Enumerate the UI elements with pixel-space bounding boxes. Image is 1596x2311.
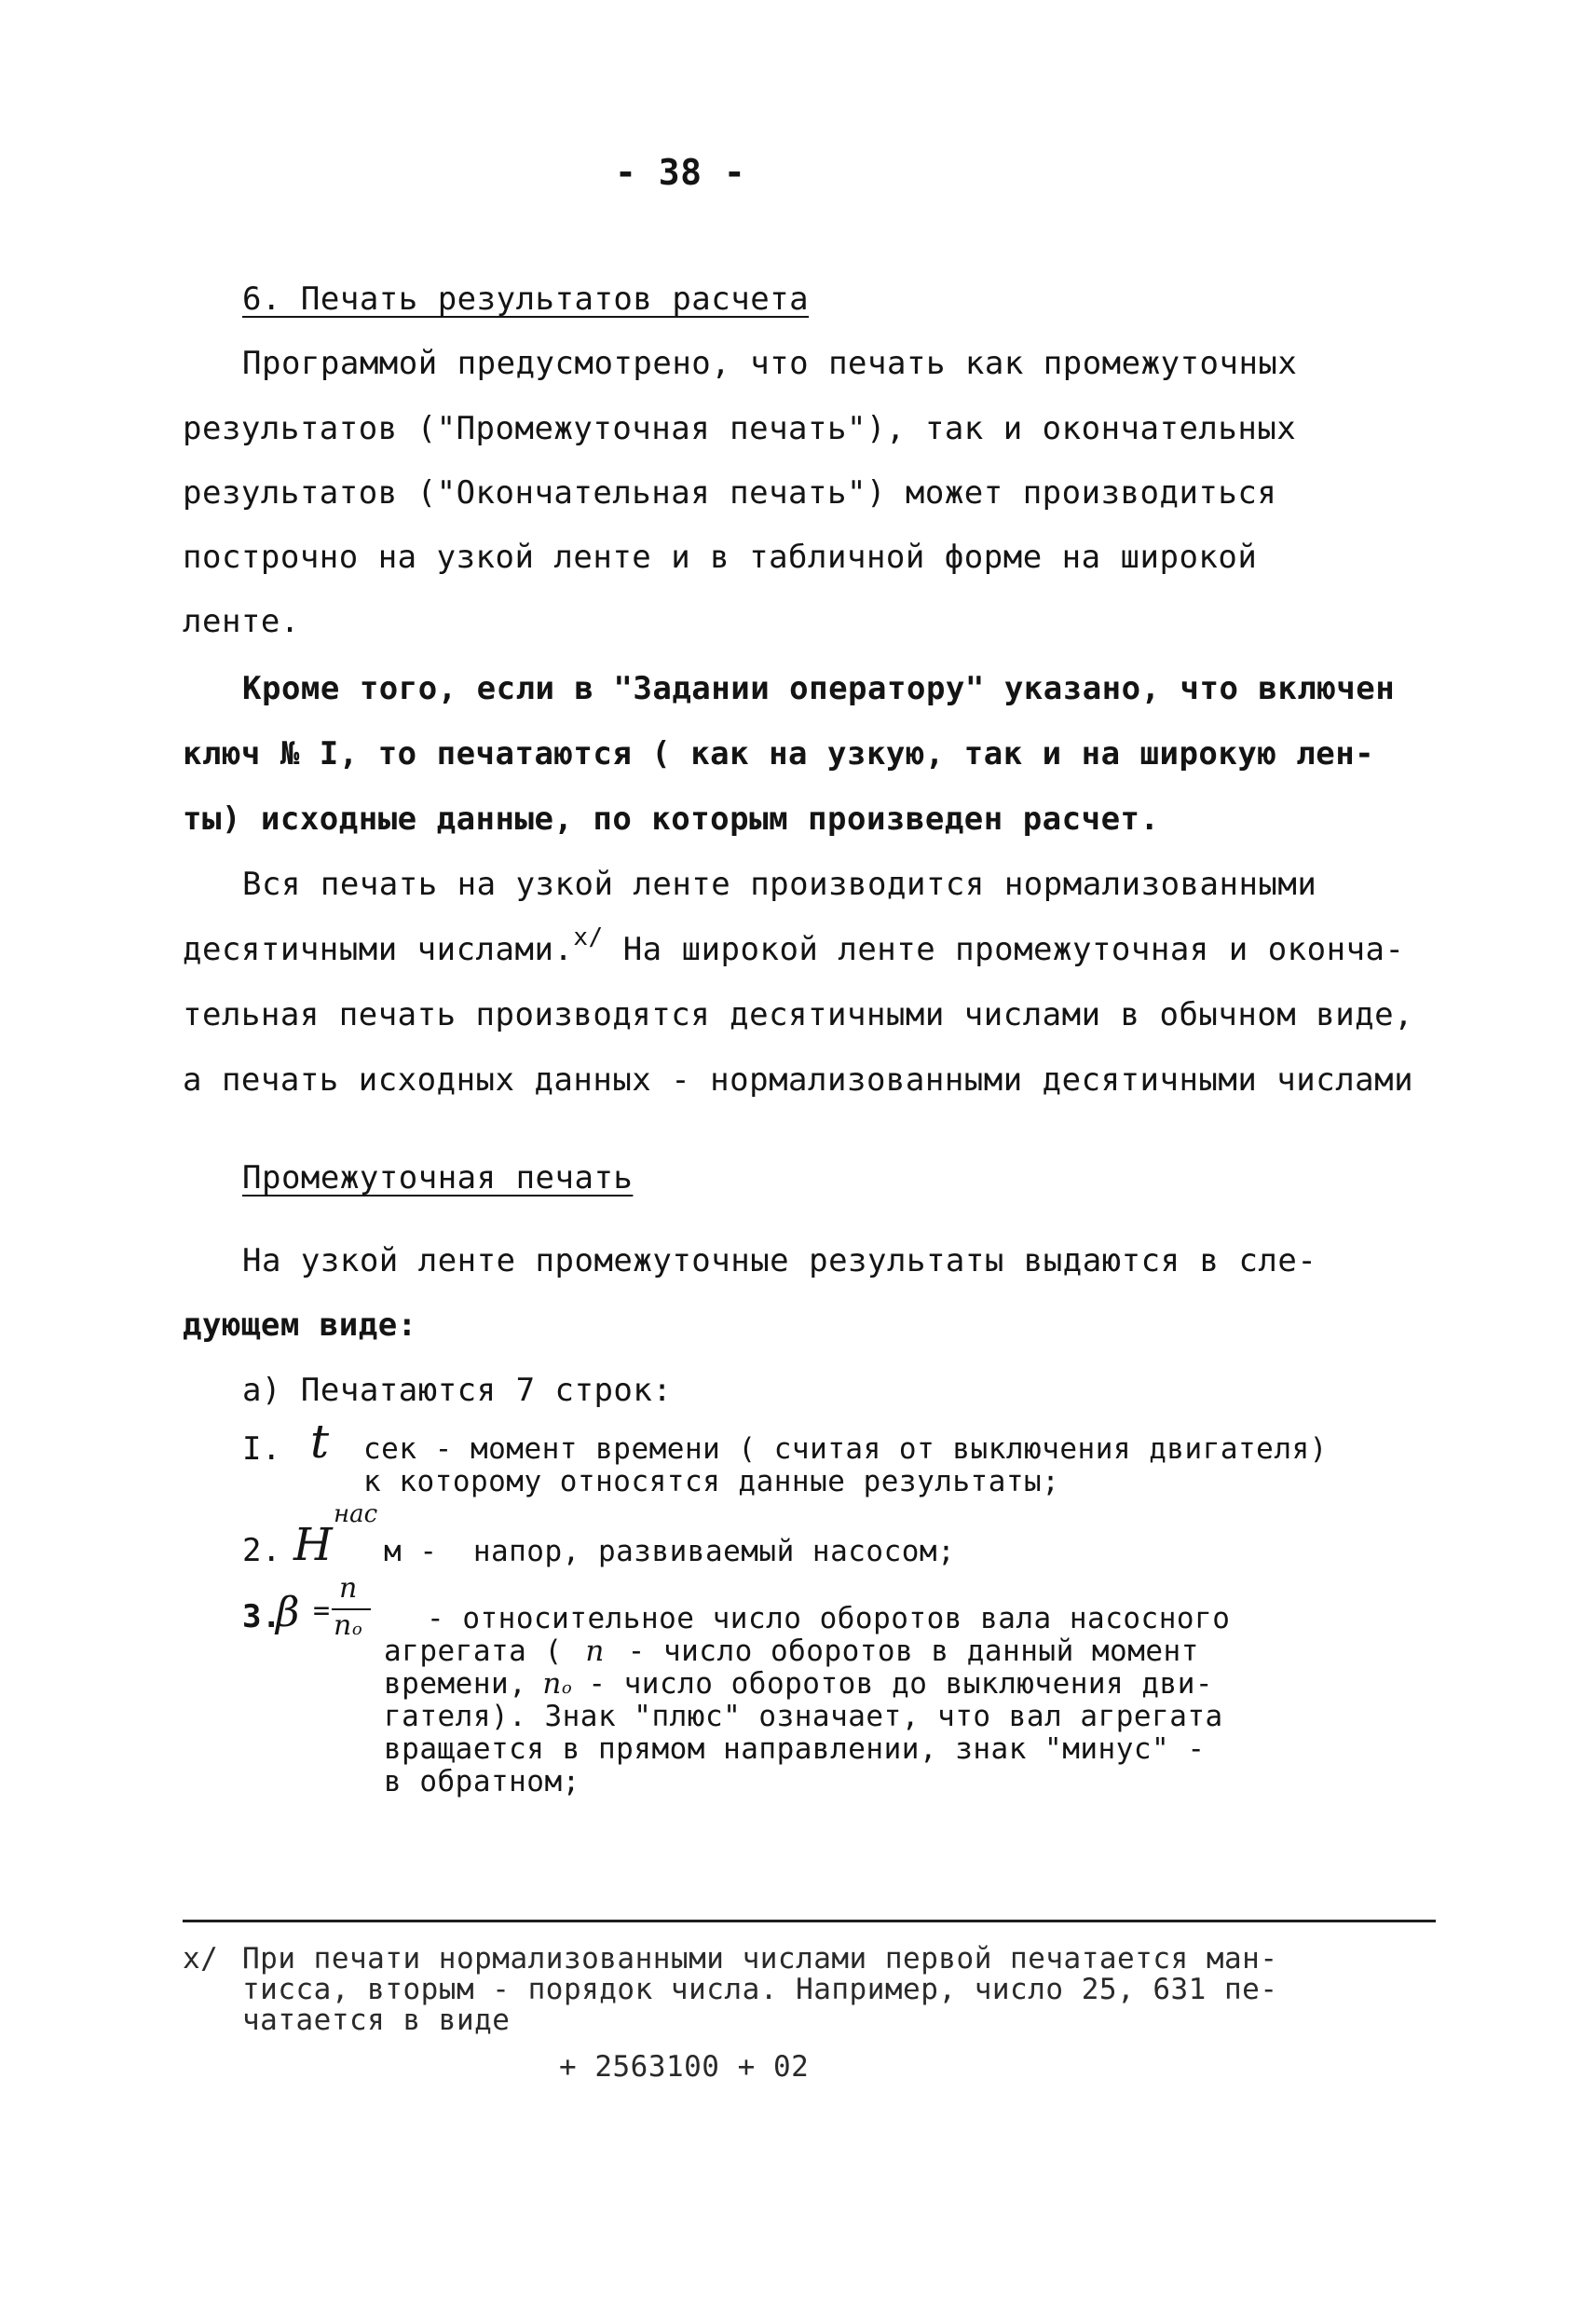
n0-symbol: [526, 1667, 588, 1701]
denominator-subscript: o: [351, 1620, 363, 1639]
list-item-text: к которому относятся данные результаты;: [363, 1465, 1060, 1498]
list-item-text: м - напор, развиваемый насосом;: [384, 1535, 956, 1568]
list-item-text: - число оборотов в данный момент: [627, 1634, 1199, 1668]
list-item-text: гателя). Знак "плюс" означает, что вал агрегата: [384, 1700, 1223, 1733]
paragraph-line: тельная печать производятся десятичными числами в обычном виде,: [183, 996, 1414, 1033]
fraction-denominator: [334, 1609, 363, 1642]
paragraph-line: результатов ("Промежуточная печать"), так и окончательных: [183, 410, 1297, 447]
paragraph-line: ленте.: [183, 603, 300, 640]
footnote-example: + 2563100 + 02: [559, 2050, 810, 2084]
subheading: Промежуточная печать: [242, 1159, 634, 1197]
beta-symbol: β: [276, 1589, 300, 1636]
footnote-separator: [183, 1920, 1436, 1922]
n0-letter: n: [542, 1667, 562, 1701]
footnote-line: тисса, вторым - порядок числа. Например, число 25, 631 пе-: [242, 1973, 1278, 2006]
list-item-number: 2.: [242, 1532, 281, 1569]
list-item-text: [384, 1634, 1199, 1668]
time-symbol: t: [310, 1415, 330, 1469]
page-number: - 38 -: [615, 152, 746, 193]
paragraph-line: Вся печать на узкой ленте производится нормализованными: [242, 866, 1317, 903]
list-item-text: времени,: [384, 1667, 527, 1701]
footnote-mark: x/: [183, 1942, 219, 1976]
head-superscript: нас: [334, 1500, 378, 1528]
list-item-text: - число оборотов до выключения дви-: [588, 1667, 1214, 1701]
paragraph-line: дующем виде:: [183, 1306, 417, 1344]
paragraph-line: результатов ("Окончательная печать") может производиться: [183, 474, 1277, 512]
list-item-text: агрегата (: [384, 1634, 563, 1668]
list-item-text: - относительное число оборотов вала насосного: [427, 1602, 1231, 1635]
paragraph-line: ты) исходные данные, по которым произведен расчет.: [183, 800, 1160, 838]
list-item-number: I.: [242, 1430, 281, 1468]
list-intro: а) Печатаются 7 строк:: [242, 1372, 673, 1409]
footnote-line: При печати нормализованными числами первой печатается ман-: [242, 1942, 1278, 1976]
list-item-text: вращается в прямом направлении, знак "минус" -: [384, 1732, 1206, 1766]
paragraph-line: [183, 923, 1405, 968]
list-item-number: 3.: [242, 1598, 281, 1635]
paragraph-text: десятичными числами.: [183, 931, 574, 968]
denominator-letter: n: [334, 1609, 352, 1642]
section-heading: 6. Печать результатов расчета: [242, 280, 810, 318]
footnote-line: чатается в виде: [242, 2003, 511, 2037]
paragraph-line: а печать исходных данных - нормализованными десятичными числами: [183, 1061, 1414, 1099]
n-symbol: n: [585, 1634, 605, 1668]
n0-subscript: o: [561, 1678, 573, 1698]
paragraph-line: ключ № I, то печатаются ( как на узкую, так и на широкую лен-: [183, 735, 1375, 773]
paragraph-text: На широкой ленте промежуточная и оконча-: [603, 931, 1405, 968]
paragraph-line: На узкой ленте промежуточные результаты выдаются в сле-: [242, 1242, 1317, 1279]
footnote-reference: x/: [573, 923, 604, 951]
equals-sign: =: [313, 1594, 331, 1627]
paragraph-line: Программой предусмотрено, что печать как промежуточных: [242, 345, 1298, 382]
paragraph-line: Кроме того, если в "Задании оператору" указано, что включен: [242, 670, 1396, 707]
head-symbol: H: [293, 1519, 334, 1571]
list-item-text: [384, 1667, 1214, 1701]
paragraph-line: построчно на узкой ленте и в табличной форме на широкой: [183, 539, 1258, 576]
list-item-text: в обратном;: [384, 1765, 580, 1798]
fraction-numerator: n: [339, 1572, 358, 1605]
list-item-text: сек - момент времени ( считая от выключения двигателя): [363, 1432, 1328, 1466]
